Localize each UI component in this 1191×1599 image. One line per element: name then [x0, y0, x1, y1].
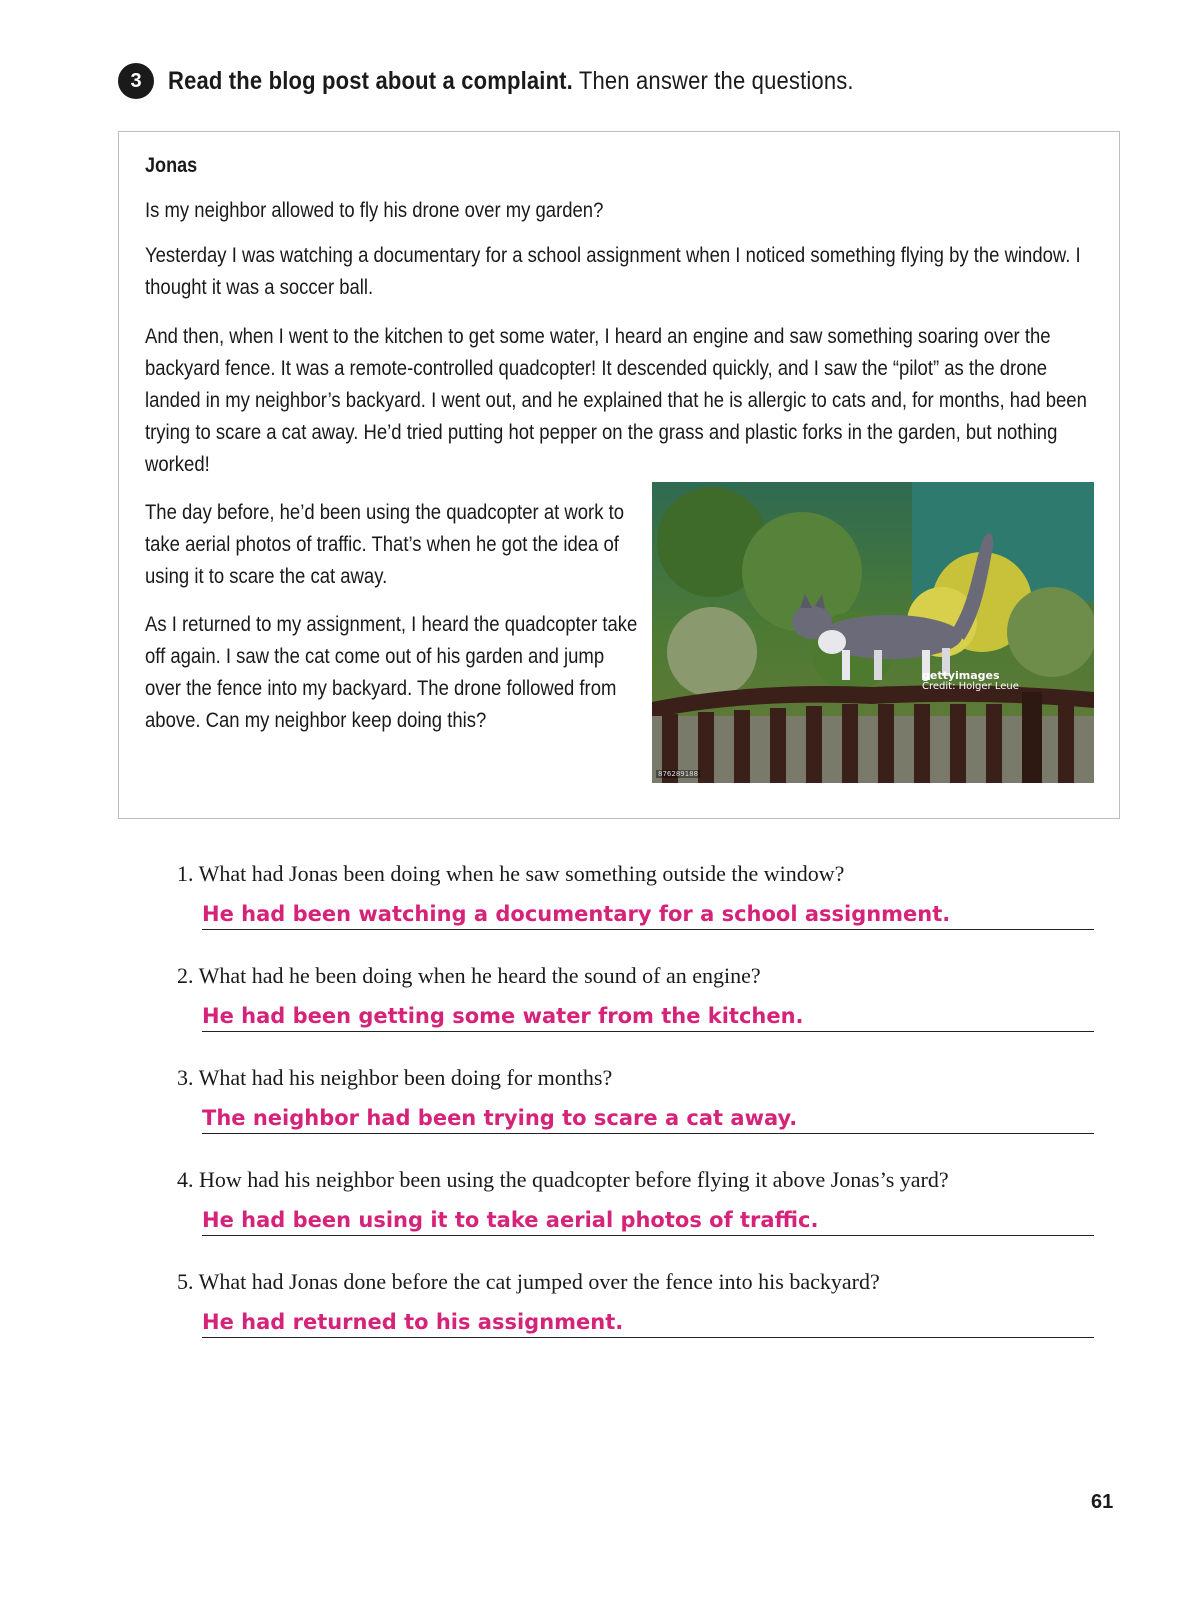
answer-4: He had been using it to take aerial photos of traffic. [202, 1204, 1094, 1236]
question-3: 3. What had his neighbor been doing for months? [177, 1065, 613, 1090]
getty-brand: gettyimages [922, 669, 1000, 682]
page-number: 61 [1091, 1491, 1114, 1513]
question-2: 2. What had he been doing when he heard the sound of an engine? [177, 963, 761, 988]
photo-credit-text: Credit: Holger Leue [922, 681, 1019, 692]
exercise-instruction [168, 67, 854, 96]
cat-on-fence-image [652, 482, 1094, 783]
post-paragraph: Is my neighbor allowed to fly his drone over my garden? [145, 198, 604, 222]
post-paragraph: The day before, he’d been using the quadcopter at work to take aerial photos of traffic. That’s when he got the idea of using it to scare the cat away. [145, 500, 625, 588]
question-1: 1. What had Jonas been doing when he saw something outside the window? [177, 861, 845, 886]
post-paragraph: Yesterday I was watching a documentary for a school assignment when I noticed something flying by the window. I thought it was a soccer ball. [145, 243, 1081, 299]
post-paragraph: And then, when I went to the kitchen to get some water, I heard an engine and saw something soaring over the backyard fence. It was a remote-controlled quadcopter! It descended quickly, and I saw the “pilot” as the drone landed in my neighbor’s backyard. I went out, and he explained that he is allergic to cats and, for months, had been trying to scare a cat away. He’d tried putting hot pepper on the grass and plastic forks in the garden, but nothing worked! [145, 324, 1087, 476]
question-5: 5. What had Jonas done before the cat jumped over the fence into his backyard? [177, 1269, 880, 1294]
blog-post [118, 131, 1120, 819]
answer-1: He had been watching a documentary for a school assignment. [202, 898, 1094, 930]
cat-photo [652, 482, 1094, 783]
instruction-rest: Then answer the questions. [572, 66, 854, 95]
post-paragraph: As I returned to my assignment, I heard the quadcopter take off again. I saw the cat come out of his garden and jump over the fence into my backyard. The drone followed from above. Can my neighbor keep doing this? [145, 612, 638, 732]
question-4: 4. How had his neighbor been using the quadcopter before flying it above Jonas’s yard? [177, 1167, 949, 1192]
photo-credit [922, 670, 1019, 692]
answer-5: He had returned to his assignment. [202, 1306, 1094, 1338]
answer-3: The neighbor had been trying to scare a cat away. [202, 1102, 1094, 1134]
post-author: Jonas [145, 154, 198, 177]
answer-2: He had been getting some water from the kitchen. [202, 1000, 1094, 1032]
instruction-bold: Read the blog post about a complaint. [168, 66, 573, 95]
exercise-header [118, 62, 947, 100]
photo-id: 876289188 [658, 770, 699, 778]
exercise-number-badge: 3 [118, 63, 154, 99]
